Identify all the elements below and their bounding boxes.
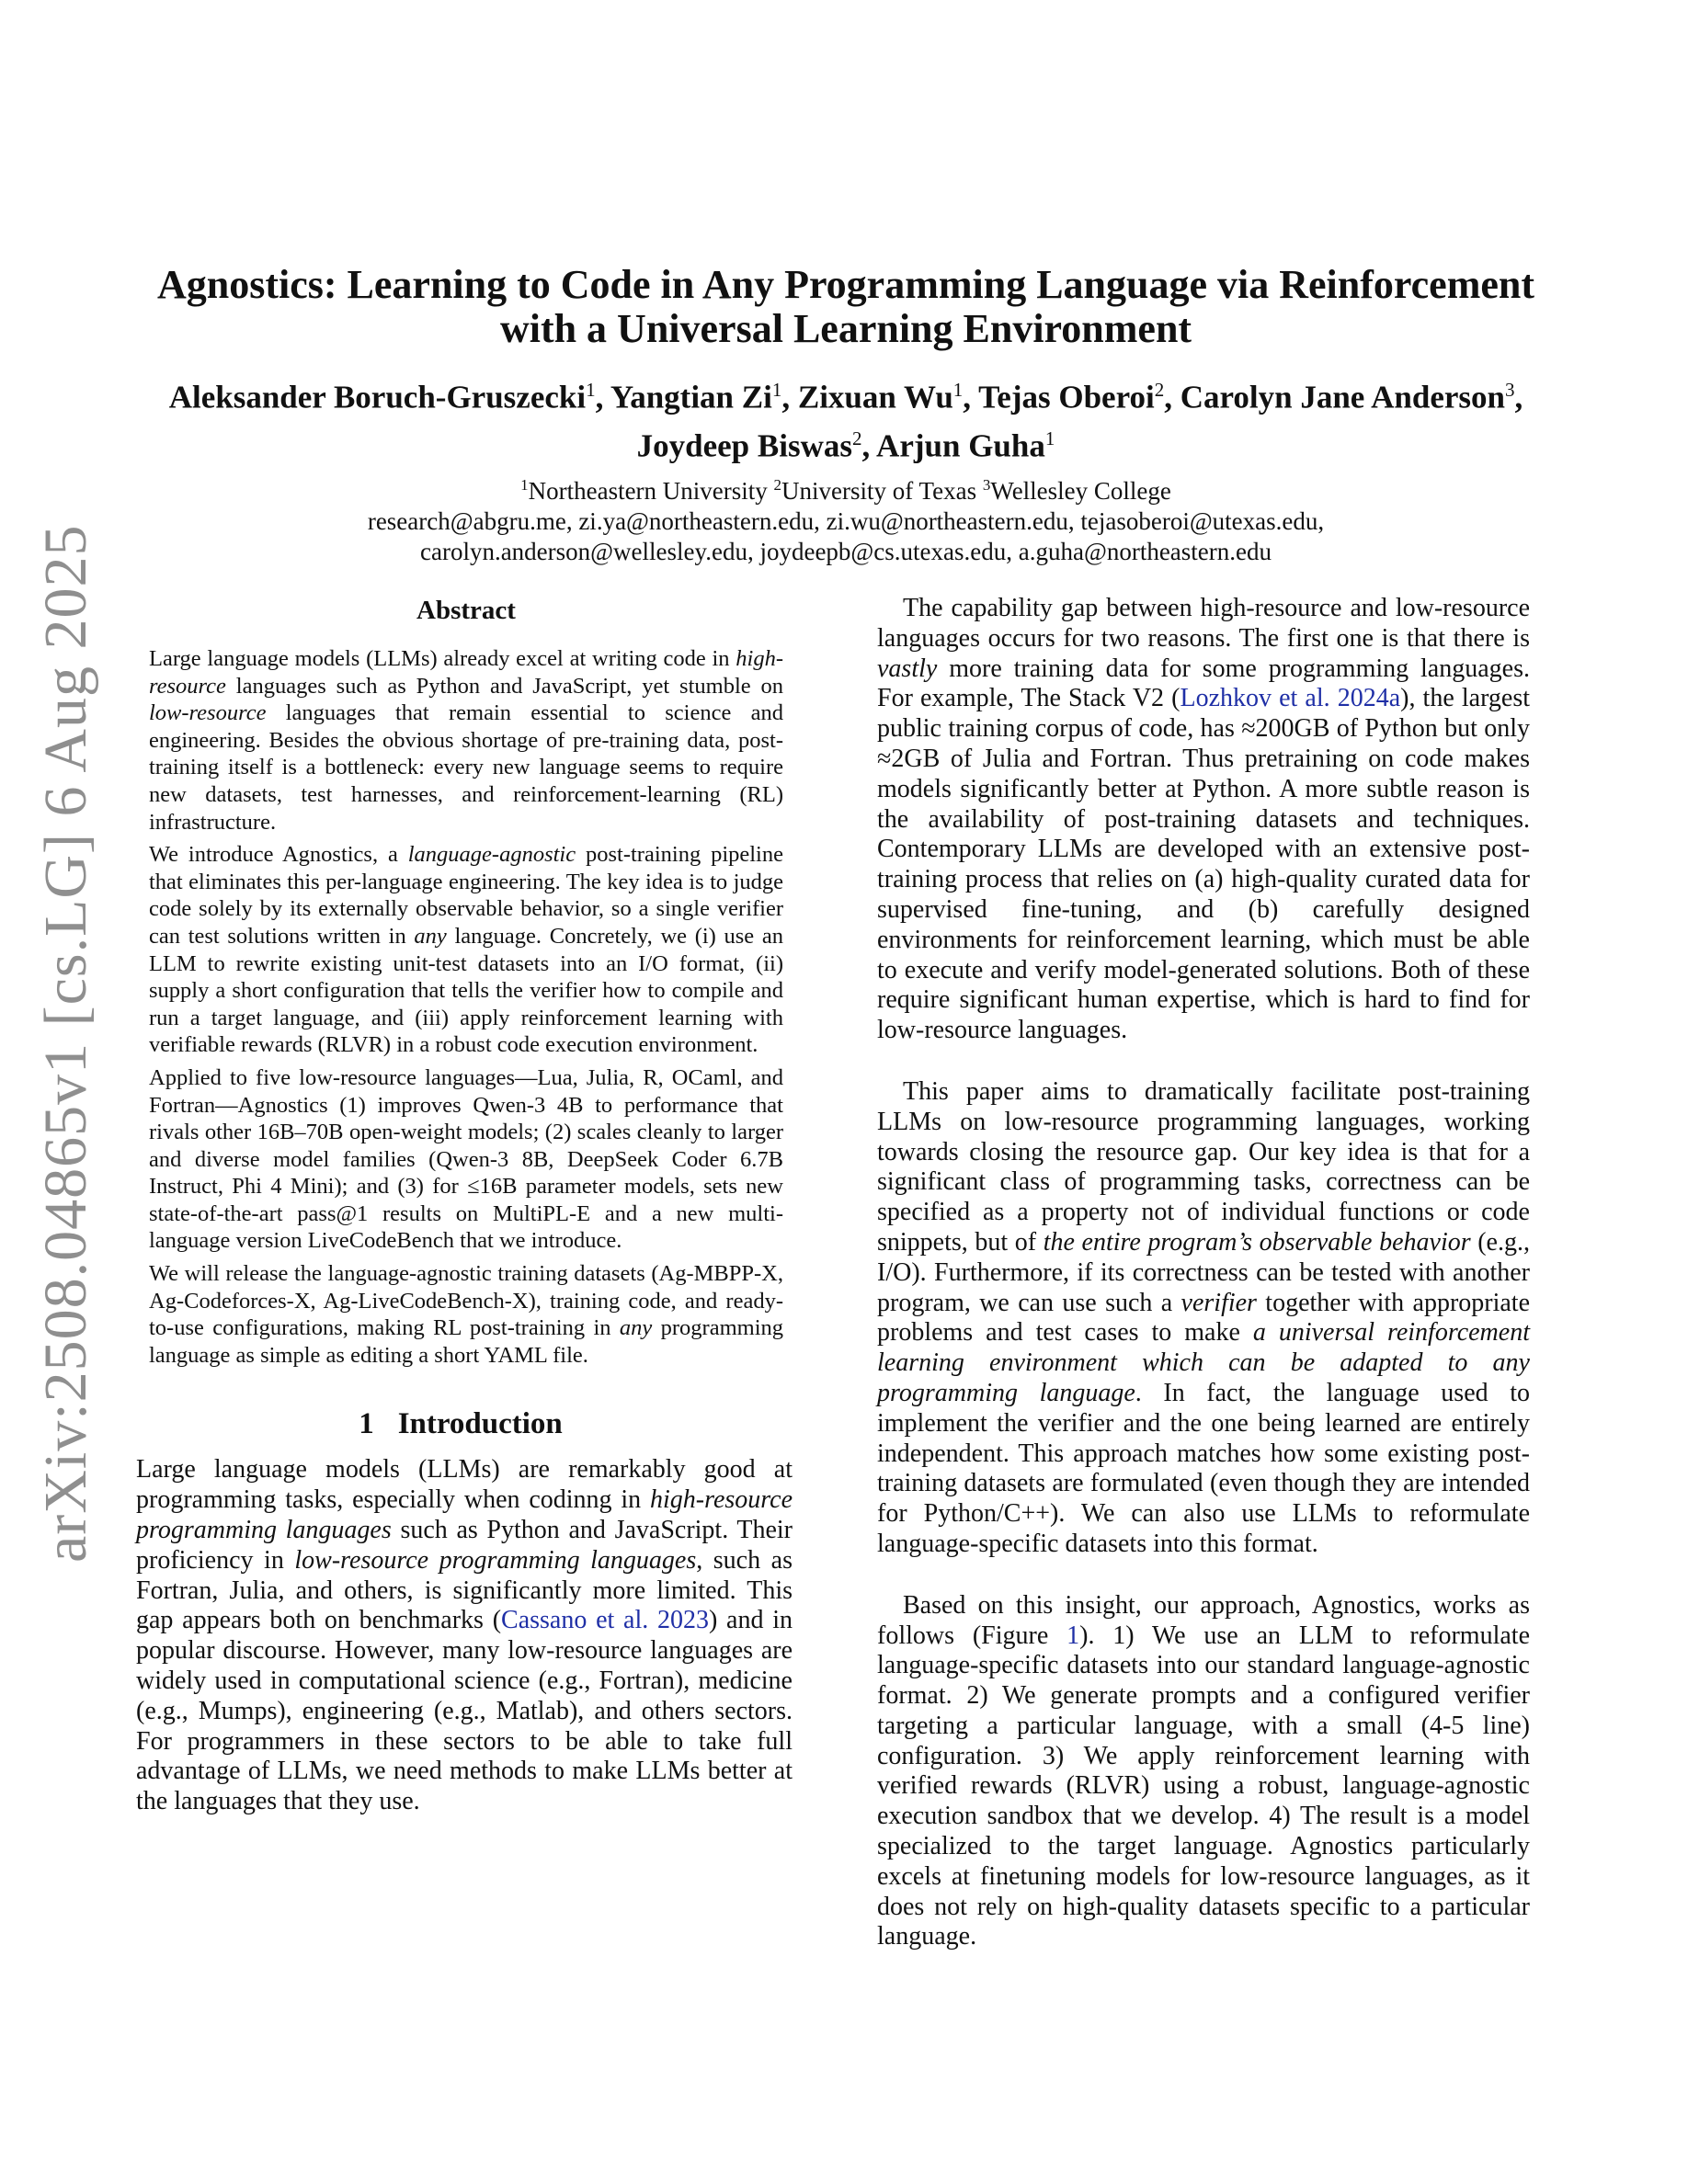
introduction-body-left xyxy=(136,1455,793,1817)
citation-link[interactable]: 1 xyxy=(1066,1621,1080,1650)
emphasis-text: high-resource xyxy=(149,646,783,699)
author-separator: , xyxy=(963,379,979,415)
text-run: , such as Fortran, Julia, and others, is significantly more limited. This gap appears both on benchmarks ( xyxy=(136,1545,793,1635)
text-run: Large language models (LLMs) are remarkably good at programming tasks, especially when codinng in xyxy=(136,1455,793,1515)
text-run: programming language as simple as editing a short YAML file. xyxy=(149,1315,783,1368)
emphasis-text: verifier xyxy=(1180,1288,1257,1317)
author-name: Aleksander Boruch-Gruszecki xyxy=(168,379,587,415)
emphasis-text: low-resource xyxy=(149,700,267,726)
text-run: ), the largest public training corpus of code, has ≈200GB of Python but only ≈2GB of Julia and Fortran. Thus pretraining on code makes models significantly better at Python. A more subtle reason is the availability of post-training datasets and techniques. Contemporary LLMs are developed with an extensive post-training process that relies on (a) high-quality curated data for supervised fine-tuning, and (b) carefully designed environments for reinforcement learning, which must be able to execute and verify model-generated solutions. Both of these require significant human expertise, which is hard to find for low-resource languages. xyxy=(877,684,1530,1045)
author-list xyxy=(129,370,1563,466)
emails-line-2: carolyn.anderson@wellesley.edu, joydeepb@cs.utexas.edu, a.guha@northeastern.edu xyxy=(419,538,1272,566)
text-run: Based on this insight, our approach, Agnostics, works as follows (Figure xyxy=(877,1590,1530,1650)
section-heading-introduction xyxy=(138,1405,783,1442)
affiliation-name: Northeastern University xyxy=(528,477,768,506)
author-affiliation-marker: 1 xyxy=(952,379,964,401)
emphasis-text: the entire program’s observable behavior xyxy=(1043,1227,1471,1257)
affiliation-name: Wellesley College xyxy=(990,477,1171,506)
author-affiliation-marker: 1 xyxy=(1044,427,1055,449)
author-name: Arjun Guha xyxy=(876,427,1045,464)
author-separator: , xyxy=(595,379,610,415)
text-run: languages that remain essential to science and engineering. Besides the obvious shortage of pre-training data, post-training itself is a bottleneck: every new language seems to require new datasets, test harnesses, and reinforcement-learning (RL) infrastructure. xyxy=(149,700,783,835)
author-name: Zixuan Wu xyxy=(797,379,953,415)
paragraph xyxy=(877,1591,1530,1953)
paragraph xyxy=(149,645,783,836)
paragraph xyxy=(877,1077,1530,1560)
emphasis-text: vastly xyxy=(877,654,938,683)
text-run: Applied to five low-resource languages—Lua, Julia, R, OCaml, and Fortran—Agnostics (1) improves Qwen-3 4B to performance that rivals other 16B–70B open-weight models; (2) scales cleanly to larger and diverse model families (Qwen-3 8B, DeepSeek Coder 6.7B Instruct, Phi 4 Mini); and (3) for ≤16B parameter models, sets new state-of-the-art pass@1 results on MultiPL-E and a new multi-language version LiveCodeBench that we introduce. xyxy=(149,1064,783,1254)
paragraph xyxy=(136,1455,793,1817)
text-run: ) and in popular discourse. However, many low-resource languages are widely used in computational science (e.g., Fortran), medicine (e.g., Mumps), engineering (e.g., Matlab), and others sectors. For programmers in these sectors to be able to take full advantage of LLMs, we need methods to make LLMs better at the languages that they use. xyxy=(136,1606,793,1816)
author-separator: , xyxy=(861,427,877,464)
author-name: Yangtian Zi xyxy=(610,379,772,415)
title-line-2: with a Universal Learning Environment xyxy=(499,306,1192,351)
text-run: We introduce Agnostics, a xyxy=(149,842,408,868)
emphasis-text: any xyxy=(619,1315,653,1341)
text-run: We will release the language-agnostic training datasets (Ag-MBPP-X, Ag-Codeforces-X, Ag-LiveCodeBench-X), training code, and ready-to-use configurations, making RL post-training in xyxy=(149,1261,783,1341)
author-separator: , xyxy=(781,379,798,415)
text-run: more training data for some programming languages. For example, The Stack V2 ( xyxy=(877,654,1530,713)
text-run: Large language models (LLMs) already excel at writing code in xyxy=(149,646,736,671)
text-run: The capability gap between high-resource and low-resource languages occurs for two reasons. The first one is that there is xyxy=(877,594,1530,653)
paper-header xyxy=(129,263,1563,567)
text-run: . In fact, the language used to implement the verifier and the one being learned are entirely independent. This approach matches how some existing post-training datasets are formulated (even though they are intended for Python/C++). We can also use LLMs to reformulate language-specific datasets into this format. xyxy=(877,1378,1530,1558)
paragraph xyxy=(149,1064,783,1255)
paper-title xyxy=(129,263,1563,351)
citation-link[interactable]: Cassano et al. 2023 xyxy=(501,1606,709,1635)
left-column xyxy=(136,594,793,1817)
section-number: 1 xyxy=(359,1407,374,1441)
author-affiliation-marker: 1 xyxy=(771,379,782,401)
author-separator: , xyxy=(1164,379,1180,415)
emphasis-text: any xyxy=(414,923,447,949)
affiliation-number: 1 xyxy=(520,476,529,495)
author-name: Joydeep Biswas xyxy=(636,427,852,464)
abstract-heading: Abstract xyxy=(416,596,516,625)
emphasis-text: low-resource programming languages xyxy=(294,1545,697,1575)
emails-line-1: research@abgru.me, zi.ya@northeastern.edu, zi.wu@northeastern.edu, tejasoberoi@utexas.edu, xyxy=(367,507,1325,536)
affiliation-name: University of Texas xyxy=(781,477,977,506)
paragraph xyxy=(149,1260,783,1369)
emphasis-text: high-resource programming languages xyxy=(136,1485,793,1545)
affiliations xyxy=(129,470,1563,506)
paragraph xyxy=(877,594,1530,1046)
text-run: together with appropriate problems and test cases to make xyxy=(877,1288,1531,1348)
citation-link[interactable]: Lozhkov et al. 2024a xyxy=(1180,684,1401,713)
author-affiliation-marker: 2 xyxy=(1154,379,1165,401)
text-run: language. Concretely, we (i) use an LLM to rewrite existing unit-test datasets into an I/O format, (ii) supply a short configuration that tells the verifier how to compile and run a target language, and (iii) apply reinforcement learning with verifiable rewards (RLVR) in a robust code execution environment. xyxy=(149,923,783,1058)
author-separator: , xyxy=(1514,379,1523,415)
author-name: Carolyn Jane Anderson xyxy=(1180,379,1506,415)
text-run: This paper aims to dramatically facilitate post-training LLMs on low-resource programming languages, working towards closing the resource gap. Our key idea is that for a significant class of programming tasks, correctness can be specified as a property not of individual functions or code snippets, but of xyxy=(877,1076,1530,1257)
affiliation-number: 2 xyxy=(773,476,782,495)
right-column xyxy=(877,594,1530,1984)
author-name: Tejas Oberoi xyxy=(978,379,1155,415)
author-affiliation-marker: 1 xyxy=(586,379,596,401)
introduction-body-right xyxy=(877,594,1530,1952)
paragraph xyxy=(149,841,783,1059)
title-line-1: Agnostics: Learning to Code in Any Programming Language via Reinforcement xyxy=(157,262,1534,307)
author-affiliation-marker: 2 xyxy=(851,427,862,449)
text-run: such as Python and JavaScript. Their proficiency in xyxy=(136,1516,793,1575)
abstract-body xyxy=(149,645,783,1369)
email-list xyxy=(129,506,1563,567)
text-run: ). 1) We use an LLM to reformulate language-specific datasets into our standard language-agnostic format. 2) We generate prompts and a configured verifier targeting a particular language, with a small (4-5 line) configuration. 3) We apply reinforcement learning with verified rewards (RLVR) using a robust, language-agnostic execution sandbox that we develop. 4) The result is a model specialized to the target language. Agnostics particularly excels at finetuning models for low-resource languages, as it does not rely on high-quality datasets specific to a particular language. xyxy=(877,1621,1531,1951)
section-title: Introduction xyxy=(397,1407,563,1441)
text-run: post-training pipeline that eliminates this per-language engineering. The key idea is to judge code solely by its externally observable behavior, so a single verifier can test solutions written in xyxy=(149,842,783,949)
author-affiliation-marker: 3 xyxy=(1505,379,1515,401)
affiliation-number: 3 xyxy=(982,476,991,495)
emphasis-text: language-agnostic xyxy=(407,842,576,868)
text-run: (e.g., I/O). Furthermore, if its correctness can be tested with another program, we can use such a xyxy=(877,1227,1530,1317)
text-run: languages such as Python and JavaScript, yet stumble on xyxy=(225,673,783,699)
arxiv-identifier: arXiv:2508.04865v1 [cs.LG] 6 Aug 2025 xyxy=(32,524,99,1563)
emphasis-text: a universal reinforcement learning environment which can be adapted to any programming language xyxy=(877,1318,1530,1407)
